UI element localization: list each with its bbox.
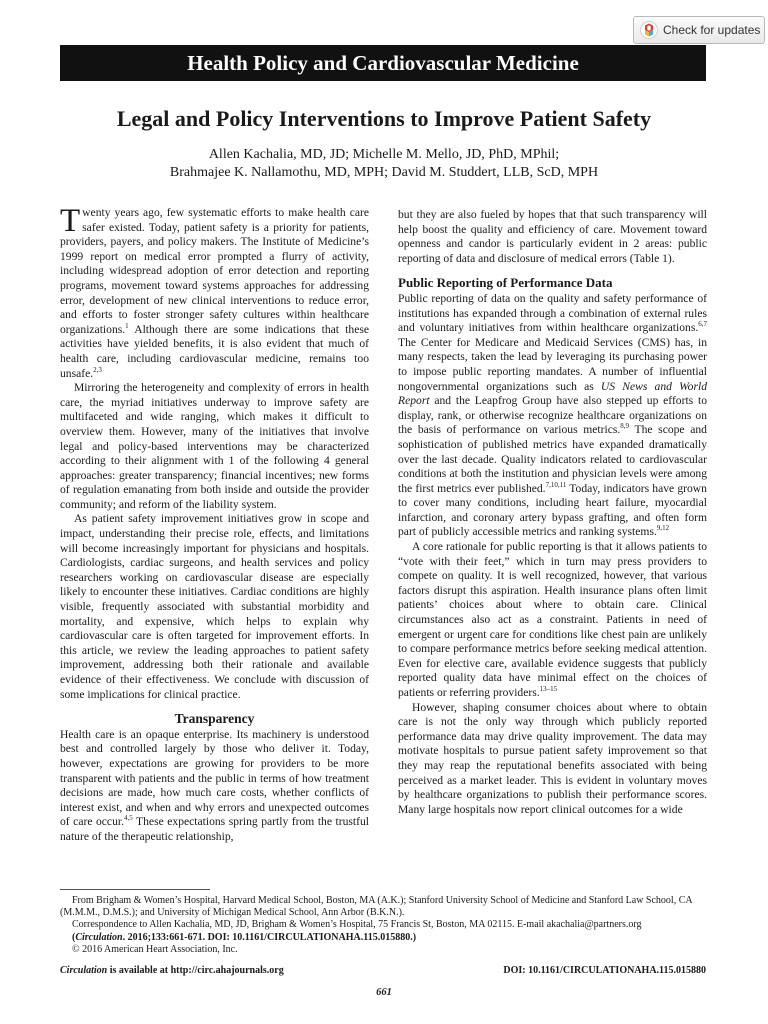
citation-ref: 9,12 [656, 524, 670, 533]
section-banner [60, 45, 706, 81]
right-column [398, 208, 707, 817]
crossmark-icon [640, 21, 658, 39]
drop-cap: T [60, 203, 81, 239]
authors-line-1: Allen Kachalia, MD, JD; Michelle M. Mello, JD, PhD, MPhil; [208, 147, 560, 162]
left-column [60, 203, 369, 845]
section-heading-transparency: Transparency [174, 711, 255, 727]
journal-availability: Circulation is available at http://circ.ahajournals.org [60, 965, 284, 976]
body-paragraph: Mirroring the heterogeneity and complexity of errors in health care, the myriad initiatives underway to improve safety are multifaceted and wide ranging, which makes it difficult to overview them. However, many of the initiatives that involve legal and policy-based interventions may be characterized according to their alignment with 1 of the following 4 general approaches: greater transparency; financial incentives; new forms of regulation emanating from both inside and outside the provider community; and reform of the liability system. [60, 381, 369, 511]
citation-note: (Circulation. 2016;133:661-671. DOI: 10.1161/CIRCULATIONAHA.115.015880.) [72, 931, 417, 943]
intro-paragraph: Twenty years ago, few systematic efforts to make health care safer existed. Today, patient safety is a priority for patients, providers, payers, and policy makers. The Institute of Medicine’s 1999 report on medical error prompted a flurry of activity, including widespread adoption of error detection and reporting programs, movement toward systems approaches for addressing error, development of new clinical interventions to reduce error, and efforts to foster stronger safety cultures within healthcare organizations.$^1$ Although there are some indications that these activities have yielded benefits, it is also evident that much of health care, including cardiovascular medicine, remains too unsafe.$^{2,3}$ [60, 203, 369, 380]
body-paragraph: As patient safety improvement initiatives grow in scope and impact, understanding their precise role, effects, and limitations will become increasingly important for physicians and hospitals. Cardiologists, cardiac surgeons, and health services and policy researchers working on cardiovascular disease are especially likely to encounter these initiatives. Cardiac conditions are highly visible, frequently associated with substantial morbidity and mortality, and expensive, which helps to explain why cardiovascular care is often targeted for improvement efforts. In this article, we review the leading approaches to patient safety improvement, addressing both their rationale and available evidence of their effectiveness. We conclude with discussion of some implications for clinical practice. [60, 512, 369, 701]
author-list [0, 146, 768, 182]
body-paragraph: Public reporting of data on the quality and safety performance of institutions has expanded through a combination of external rules and voluntary initiatives from within healthcare organizations.$^{6,7}$ The Center for Medicare and Medicaid Services (CMS) has, in many respects, taken the lead by leveraging its purchasing power to impose public reporting mandates. A number of influential nongovernmental organizations such as US News and World Report and the Leapfrog Group have also stepped up efforts to display, rank, or otherwise recognize healthcare organizations on the basis of performance on various metrics.$^{8,9}$ The scope and sophistication of published metrics have expanded dramatically over the last decade. Quality indicators related to cardiovascular conditions at both the institution and physician levels were among the first metrics ever published.$^{7,10,11}$ Today, indicators have grown to cover many conditions, including heart failure, myocardial infarction, and coronary artery bypass grafting, and often form part of publicly accessible metrics and ranking systems.$^{9,12}$ [398, 291, 707, 539]
citation-ref: 6,7 [698, 320, 707, 329]
correspondence-note: Correspondence to Allen Kachalia, MD, JD, Brigham & Women’s Hospital, 75 Francis St, Boston, MA 02115. E-mail akachalia@partners.org [72, 919, 642, 931]
citation-ref: 2,3 [93, 365, 102, 374]
article-doi: DOI: 10.1161/CIRCULATIONAHA.115.015880 [503, 965, 706, 976]
citation-ref: 4,5 [124, 814, 133, 823]
page-number: 661 [376, 987, 392, 998]
body-paragraph: A core rationale for public reporting is that it allows patients to “vote with their feet,” which in turn may press providers to compete on quality. It is well recognized, however, that various factors disrupt this aspiration. Health insurance plans often limit patients’ choices about where to obtain care. Clinical circumstances also act as a constraint. Patients in need of emergent or urgent care for conditions like chest pain are unlikely to compare performance metrics before seeking medical attention. Even for elective care, available evidence suggests that publicly reported quality data have minimal effect on the choices of patients or referring providers.$^{13-15}$ [398, 540, 707, 699]
check-for-updates-button[interactable] [633, 16, 765, 44]
citation-ref: 13–15 [539, 685, 558, 694]
banner-title: Health Policy and Cardiovascular Medicine [187, 50, 579, 75]
citation-ref: 7,10,11 [545, 480, 567, 489]
footnotes [60, 895, 706, 956]
subsection-heading-public-reporting: Public Reporting of Performance Data [398, 275, 613, 291]
citation-ref: 8,9 [620, 422, 630, 431]
affiliations-note: From Brigham & Women’s Hospital, Harvard Medical School, Boston, MA (A.K.); Stanford University School of Medicine and Stanford Law School, CA (M.M.M., D.M.S.); and University of Michigan Medical School, Ann Arbor (B.K.N.). [60, 895, 693, 919]
check-for-updates-label: Check for updates [663, 23, 761, 37]
copyright-note: © 2016 American Heart Association, Inc. [72, 943, 238, 955]
footnote-divider [60, 889, 210, 890]
body-paragraph: However, shaping consumer choices about where to obtain care is not the only way through which publicly reported performance data may drive quality improvement. The data may motivate hospitals to pursue patient safety improvement so that they may reap the reputational benefits associated with being perceived as a market leader. This is evident in voluntary moves by healthcare organizations to publish their performance scores. Many large hospitals now report clinical outcomes for a wide [398, 700, 707, 816]
publication-name: US News and World Report [398, 379, 707, 408]
body-paragraph: but they are also fueled by hopes that that such transparency will help boost the quality and efficiency of care. Movement toward openness and candor is particularly evident in 2 areas: public reporting of data and disclosure of medical errors (Table 1). [398, 208, 707, 265]
article-title: Legal and Policy Interventions to Improve Patient Safety [116, 106, 652, 131]
authors-line-2: Brahmajee K. Nallamothu, MD, MPH; David M. Studdert, LLB, ScD, MPH [169, 165, 599, 180]
body-paragraph: Health care is an opaque enterprise. Its machinery is understood best and controlled largely by those who deliver it. Today, however, expectations are growing for providers to be more transparent with patients and the public in terms of how treatment decisions are made, how much care costs, whether conflicts of interest exist, and when and why errors and unexpected outcomes of care occur.$^{4,5}$ These expectations spring partly from the trustful nature of the therapeutic relationship, [60, 727, 369, 843]
citation-ref: 1 [125, 321, 129, 330]
